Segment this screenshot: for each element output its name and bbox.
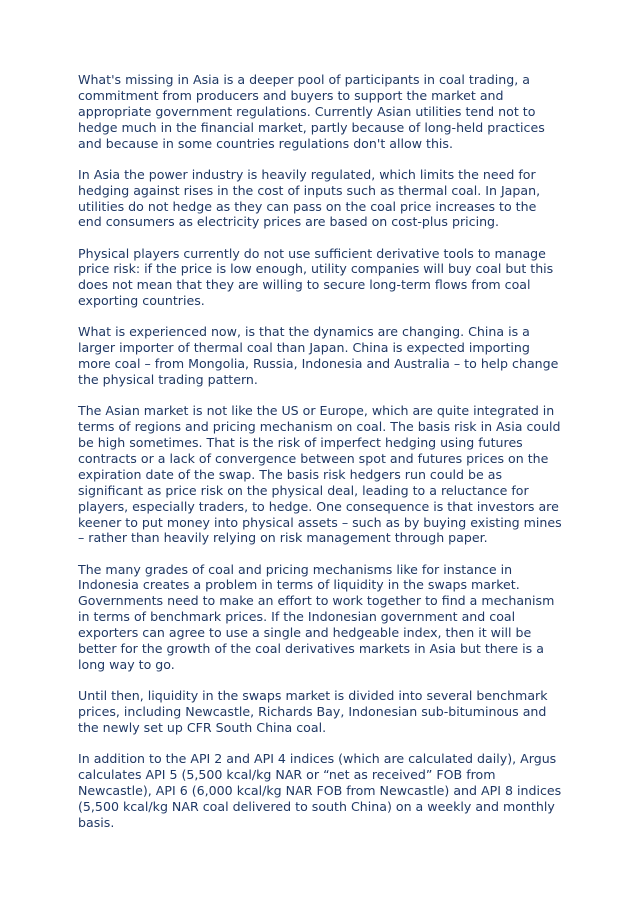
paragraph-api-indices: In addition to the API 2 and API 4 indices (which are calculated daily), Argus calculates API 5 (5,500 kcal/kg NAR or “net as received” FOB from Newcastle), API 6 (6,000 kcal/kg NAR FOB from Newcastle) and API 8 indices (5,500 kcal/kg NAR coal delivered to south China) on a weekly and monthly basis. bbox=[78, 750, 562, 830]
paragraph-basis-risk: The Asian market is not like the US or Europe, which are quite integrated in terms of regions and pricing mechanism on coal. The basis risk in Asia could be high sometimes. That is the risk of imperfect hedging using futures contracts or a lack of convergence between spot and futures prices on the expiration date of the swap. The basis risk hedgers run could be as significant as price risk on the physical deal, leading to a reluctance for players, especially traders, to hedge. One consequence is that investors are keener to put money into physical assets – such as by buying existing mines – rather than heavily relying on risk management through paper. bbox=[78, 403, 562, 546]
paragraph-asia-participants: What's missing in Asia is a deeper pool of participants in coal trading, a commitment from producers and buyers to support the market and appropriate government regulations. Currently Asian utilities tend not to hedge much in the financial market, partly because of long-held practices and because in some countries regulations don't allow this. bbox=[78, 72, 545, 151]
paragraph-swaps-liquidity: Until then, liquidity in the swaps market is divided into several benchmark prices, including Newcastle, Richards Bay, Indonesian sub-bituminous and the newly set up CFR South China coal. bbox=[78, 688, 548, 735]
paragraph-coal-grades: The many grades of coal and pricing mechanisms like for instance in Indonesia creates a problem in terms of liquidity in the swaps market. Governments need to make an effort to work together to find a mechanism in terms of benchmark prices. If the Indonesian government and coal exporters can agree to use a single and hedgeable index, then it will be better for the growth of the coal derivatives markets in Asia but there is a long way to go. bbox=[78, 561, 555, 672]
paragraph-physical-players: Physical players currently do not use sufficient derivative tools to manage price risk: if the price is low enough, utility companies will buy coal but this does not mean that they are willing to secure long-term flows from coal exporting countries. bbox=[78, 245, 554, 309]
paragraph-power-industry-regulation: In Asia the power industry is heavily regulated, which limits the need for hedging against rises in the cost of inputs such as thermal coal. In Japan, utilities do not hedge as they can pass on the coal price increases to the end consumers as electricity prices are based on cost-plus pricing. bbox=[78, 166, 541, 230]
document-page bbox=[78, 72, 562, 846]
paragraph-changing-dynamics: What is experienced now, is that the dynamics are changing. China is a larger importer of thermal coal than Japan. China is expected importing more coal – from Mongolia, Russia, Indonesia and Australia – to help change the physical trading pattern. bbox=[78, 324, 559, 388]
